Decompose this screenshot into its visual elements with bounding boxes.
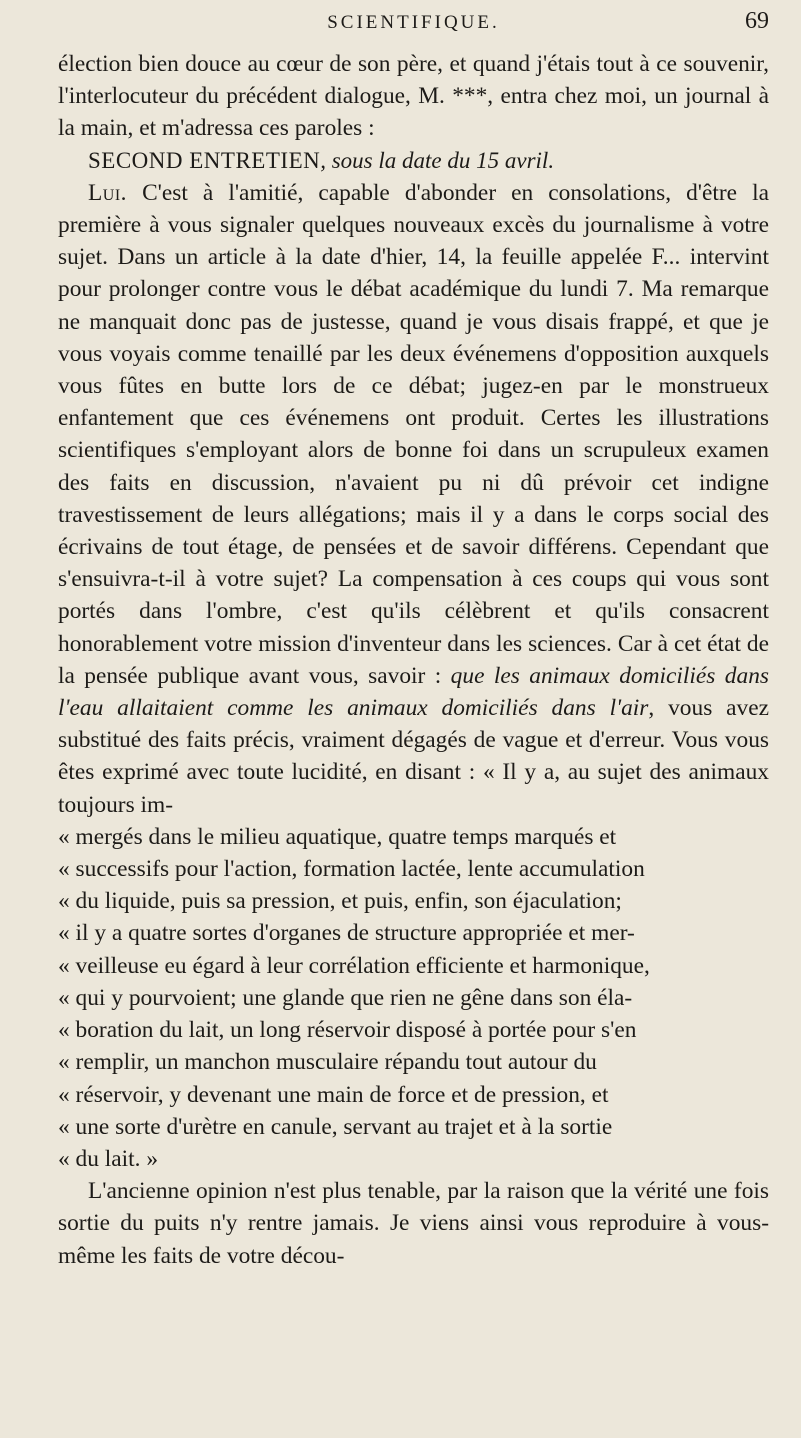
lui-text-part-2: , vous avez substitué des faits précis, vraiment dégagés de vague et d'erreur. Vous vous êtes exprimé avec toute lucidité, en disant : « Il y a, au sujet des animaux toujours im- bbox=[58, 695, 769, 818]
quote-line: « mergés dans le milieu aquatique, quatre temps marqués et bbox=[58, 823, 617, 850]
quote-line: « réservoir, y devenant une main de force et de pression, et bbox=[58, 1081, 609, 1108]
running-head bbox=[58, 0, 769, 48]
quote-line: « boration du lait, un long réservoir disposé à portée pour s'en bbox=[58, 1017, 637, 1044]
lui-italic-claim: que les animaux domiciliés dans l'eau allaitaient comme les animaux domiciliés dans l'air bbox=[58, 662, 769, 722]
paragraph-opening: élection bien douce au cœur de son père, et quand j'étais tout à ce souvenir, l'interlocuteur du précédent dialogue, M. ***, entra chez moi, un journal à la main, et m'adressa ces paroles : bbox=[58, 51, 769, 142]
heading-label: SECOND ENTRETIEN bbox=[88, 147, 321, 173]
body-text bbox=[58, 48, 769, 1272]
heading-date: , sous la date du 15 avril. bbox=[320, 147, 555, 173]
quote-line: « successifs pour l'action, formation lactée, lente accumulation bbox=[58, 856, 645, 883]
section-heading bbox=[58, 145, 769, 177]
paragraph-closing: L'ancienne opinion n'est plus tenable, par la raison que la vérité une fois sortie du puits n'y rentre jamais. Je viens ainsi vous reproduire à vous-même les faits de votre décou- bbox=[58, 1178, 769, 1269]
quote-line: « il y a quatre sortes d'organes de structure appropriée et mer- bbox=[58, 920, 635, 947]
page-number: 69 bbox=[745, 8, 769, 34]
quotation-block bbox=[58, 821, 769, 1175]
quote-line: « veilleuse eu égard à leur corrélation efficiente et harmonique, bbox=[58, 952, 650, 979]
running-title: SCIENTIFIQUE. bbox=[327, 12, 500, 33]
lui-text-part-1: C'est à l'amitié, capable d'abonder en consolations, d'être la première à vous signaler quelques nouveaux excès du journalisme à votre sujet. Dans un article à la date d'hier, 14, la feuille appelée F... intervint pour prolonger contre vous le débat académique du lundi 7. Ma remarque ne manquait donc pas de justesse, quand je vous disais frappé, et que je vous voyais comme tenaillé par les deux événemens d'opposition auxquels vous fûtes en butte lors de ce débat; jugez-en par le monstrueux enfantement que ces événemens ont produit. Certes les illustrations scientifiques s'employant alors de bonne foi dans un scrupuleux examen des faits en discussion, n'avaient pu ni dû prévoir cet indigne travestissement de leurs allégations; mais il y a dans le corps social des écrivains de tout étage, de pensées et de savoir différens. Cependant que s'ensuivra-t-il à votre sujet? La compensation à ces coups qui vous sont portés dans l'ombre, c'est qu'ils célèbrent et qu'ils consacrent honorablement votre mission d'inventeur dans les sciences. Car à cet état de la pensée publique avant vous, savoir : bbox=[58, 179, 769, 689]
quote-line: « du lait. » bbox=[58, 1145, 159, 1172]
quote-line: « qui y pourvoient; une glande que rien ne gêne dans son éla- bbox=[58, 984, 633, 1011]
quote-line: « du liquide, puis sa pression, et puis, enfin, son éjaculation; bbox=[58, 888, 622, 915]
quote-line: « remplir, un manchon musculaire répandu tout autour du bbox=[58, 1049, 597, 1076]
paragraph-lui bbox=[58, 177, 769, 821]
quote-line: « une sorte d'urètre en canule, servant au trajet et à la sortie bbox=[58, 1113, 613, 1140]
speaker-label: Lui. bbox=[88, 179, 128, 206]
